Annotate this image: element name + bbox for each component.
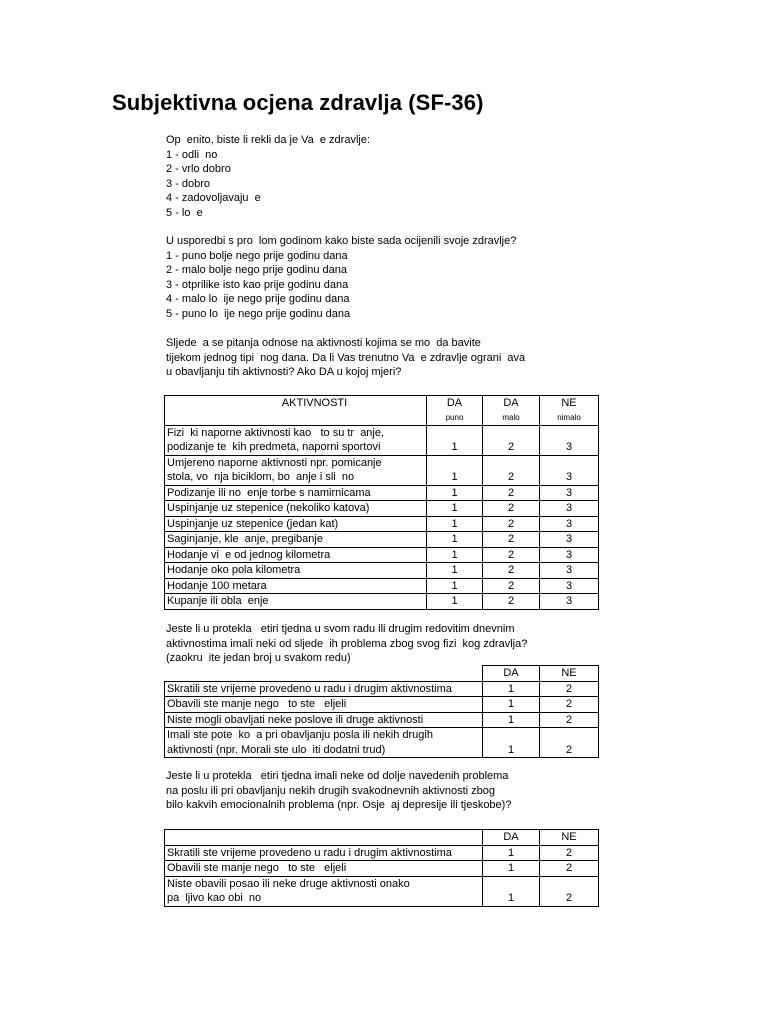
question-general-health [166,133,370,221]
answer-value[interactable]: 2 [483,516,540,532]
question-emotional-problems-intro [166,769,511,813]
row-label-line: pa ljivo kao obi no [167,892,262,904]
answer-value[interactable]: 3 [540,501,599,517]
table-row [165,876,599,906]
answer-value[interactable]: 1 [427,563,483,579]
row-label: Hodanje oko pola kilometra [165,563,427,579]
row-label-line: Fizi ki naporne aktivnosti kao to su tr anje, [167,426,385,439]
activities-header: AKTIVNOSTI [165,396,427,411]
answer-value[interactable]: 3 [540,425,599,455]
question-physical-problems-intro [166,622,527,666]
answer-option: 4 - zadovoljavaju e [166,192,261,205]
answer-value[interactable]: 2 [540,681,599,697]
answer-value[interactable]: 2 [483,532,540,548]
answer-value[interactable]: 3 [540,532,599,548]
answer-value[interactable]: 1 [483,681,540,697]
table-row [165,563,599,579]
emotional-problems-table [164,829,599,907]
col-subheader-nimalo: nimalo [540,411,599,426]
question-text-line: Jeste li u protekla etiri tjedna imali neke od dolje navedenih problema [166,770,509,782]
answer-value[interactable]: 1 [427,594,483,610]
answer-value[interactable]: 2 [540,876,599,906]
answer-option: 4 - malo lo ije nego prije godinu dana [166,293,350,306]
table-row [165,845,599,861]
answer-value[interactable]: 2 [483,578,540,594]
table-row [165,485,599,501]
row-label: Uspinjanje uz stepenice (jedan kat) [165,516,427,532]
col-header-da: DA [483,830,540,846]
answer-value[interactable]: 3 [540,594,599,610]
table-row [165,532,599,548]
question-text: U usporedbi s pro lom godinom kako biste sada ocijenili svoje zdravlje? [166,235,517,247]
table-row [165,712,599,728]
activities-table [164,395,599,610]
answer-value[interactable]: 2 [483,485,540,501]
answer-value[interactable]: 1 [427,455,483,485]
row-label: Skratili ste vrijeme provedeno u radu i drugim aktivnostima [165,681,483,697]
col-header-ne: NE [540,830,599,846]
table-row [165,594,599,610]
question-text-line: u obavljanju tih aktivnosti? Ako DA u kojoj mjeri? [166,366,402,379]
row-label: Skratili ste vrijeme provedeno u radu i drugim aktivnostima [165,845,483,861]
answer-value[interactable]: 1 [427,501,483,517]
question-text-line: aktivnostima imali neki od sljede ih problema zbog svog fizi kog zdravlja? [166,637,528,650]
answer-value[interactable]: 1 [483,728,540,758]
answer-value[interactable]: 3 [540,578,599,594]
row-label-line: aktivnosti (npr. Morali ste ulo iti dodatni trud) [167,743,386,756]
answer-value[interactable]: 1 [427,485,483,501]
row-label: Uspinjanje uz stepenice (nekoliko katova) [165,501,427,517]
answer-value[interactable]: 3 [540,516,599,532]
answer-option: 2 - malo bolje nego prije godinu dana [166,264,348,277]
row-label-line: Imali ste pote ko a pri obavljanju posla ili nekih drugih [167,729,433,741]
row-label-line: podizanje te kih predmeta, naporni sportovi [167,441,381,453]
answer-option: 1 - odli no [166,148,218,161]
answer-value[interactable]: 1 [427,425,483,455]
table-row [165,697,599,713]
question-text-line: bilo kakvih emocionalnih problema (npr. Osje aj depresije ili tjeskobe)? [166,799,512,812]
answer-value[interactable]: 3 [540,563,599,579]
answer-value[interactable]: 1 [483,876,540,906]
answer-option: 1 - puno bolje nego prije godinu dana [166,249,348,262]
answer-value[interactable]: 1 [483,712,540,728]
question-text-line: (zaokru ite jedan broj u svakom redu) [166,652,351,665]
answer-option: 3 - dobro [166,177,211,190]
table-row [165,861,599,877]
answer-value[interactable]: 2 [540,712,599,728]
question-text-line: na poslu ili pri obavljanju nekih drugih svakodnevnih aktivnosti zbog [166,784,495,797]
table-row [165,425,599,455]
row-label: Obavili ste manje nego to ste eljeli [165,697,483,713]
row-label: Kupanje ili obla enje [165,594,427,610]
answer-value[interactable]: 2 [483,563,540,579]
col-subheader-puno: puno [427,411,483,426]
row-label-line: Umjereno naporne aktivnosti npr. pomicanje [167,456,382,469]
table-row [165,501,599,517]
answer-option: 3 - otprilike isto kao prije godinu dana [166,278,349,291]
table-row [165,455,599,485]
answer-value[interactable]: 2 [483,501,540,517]
col-header-ne: NE [540,396,599,411]
row-label-line: Niste obavili posao ili neke druge aktivnosti onako [167,877,410,890]
answer-value[interactable]: 1 [427,547,483,563]
question-health-comparison [166,234,516,322]
answer-value[interactable]: 3 [540,485,599,501]
answer-value[interactable]: 3 [540,455,599,485]
row-label: Niste mogli obavljati neke poslove ili druge aktivnosti [165,712,483,728]
row-label: Hodanje 100 metara [165,578,427,594]
answer-value[interactable]: 3 [540,547,599,563]
row-label: Podizanje ili no enje torbe s namirnicama [165,485,427,501]
question-text-line: Sljede a se pitanja odnose na aktivnosti kojima se mo da bavite [166,337,481,349]
answer-value[interactable]: 2 [483,547,540,563]
answer-value[interactable]: 1 [427,516,483,532]
answer-option: 2 - vrlo dobro [166,163,231,176]
col-header-da: DA [483,666,540,682]
row-label: Hodanje vi e od jednog kilometra [165,547,427,563]
row-label-line: stola, vo nja biciklom, bo anje i sli no [167,471,355,483]
col-header-ne: NE [540,666,599,682]
row-label: Obavili ste manje nego to ste eljeli [165,861,483,877]
row-label: Saginjanje, kle anje, pregibanje [165,532,427,548]
answer-value[interactable]: 2 [540,697,599,713]
answer-option: 5 - puno lo ije nego prije godinu dana [166,307,351,320]
answer-value[interactable]: 1 [483,845,540,861]
answer-value[interactable]: 2 [483,455,540,485]
col-header-da: DA [483,396,540,411]
question-activities-intro [166,336,525,380]
answer-value[interactable]: 1 [483,697,540,713]
table-row [165,728,599,758]
question-text-line: Jeste li u protekla etiri tjedna u svom radu ili drugim redovitim dnevnim [166,623,515,635]
answer-value[interactable]: 2 [540,845,599,861]
answer-value[interactable]: 1 [483,861,540,877]
table-row [165,547,599,563]
table-row [165,516,599,532]
col-subheader-malo: malo [483,411,540,426]
table-row [165,681,599,697]
table-row [165,578,599,594]
answer-value[interactable]: 2 [540,861,599,877]
question-text: Op enito, biste li rekli da je Va e zdravlje: [166,134,371,146]
physical-problems-table [164,665,599,758]
question-text-line: tijekom jednog tipi nog dana. Da li Vas trenutno Va e zdravlje ograni ava [166,351,526,364]
answer-option: 5 - lo e [166,206,203,219]
answer-value[interactable]: 2 [483,425,540,455]
col-header-da: DA [427,396,483,411]
answer-value[interactable]: 1 [427,532,483,548]
page-title: Subjektivna ocjena zdravlja (SF-36) [112,90,484,115]
answer-value[interactable]: 1 [427,578,483,594]
answer-value[interactable]: 2 [540,728,599,758]
answer-value[interactable]: 2 [483,594,540,610]
